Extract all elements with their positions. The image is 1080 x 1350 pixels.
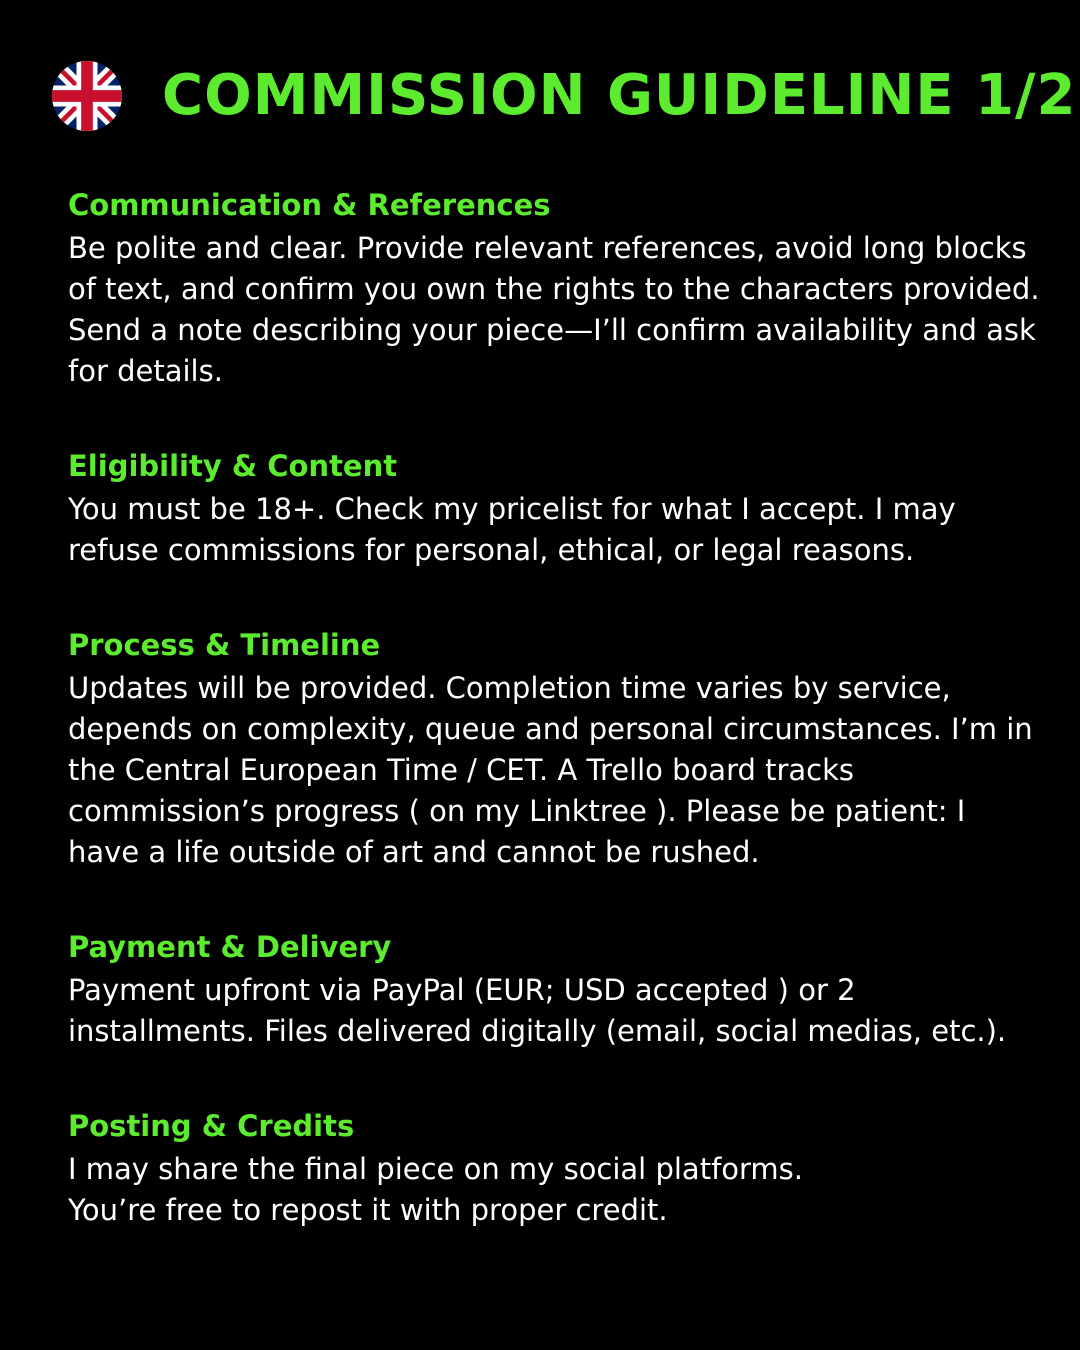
section-heading: Posting & Credits <box>68 1109 355 1143</box>
section-payment <box>68 924 1043 1052</box>
section-posting <box>68 1103 1043 1231</box>
section-heading: Communication & References <box>68 188 551 222</box>
section-eligibility <box>68 443 1043 571</box>
page-header <box>52 58 1077 134</box>
guideline-content <box>68 182 1043 1231</box>
section-heading: Process & Timeline <box>68 628 381 662</box>
uk-flag-icon <box>52 61 122 131</box>
section-heading: Eligibility & Content <box>68 449 398 483</box>
section-body: I may share the final piece on my social platforms. You’re free to repost it with proper credit. <box>68 1152 804 1227</box>
section-heading: Payment & Delivery <box>68 930 392 964</box>
section-body: Be polite and clear. Provide relevant references, avoid long blocks of text, and confirm you own the rights to the characters provided. Send a note describing your piece—I’ll confirm availability and ask for details. <box>68 231 1040 388</box>
section-process <box>68 622 1043 873</box>
section-body: Payment upfront via PayPal (EUR; USD accepted ) or 2 installments. Files delivered digitally (email, social medias, etc.). <box>68 973 1007 1048</box>
section-communication <box>68 182 1043 392</box>
section-body: Updates will be provided. Completion time varies by service, depends on complexity, queue and personal circumstances. I’m in the Central European Time / CET. A Trello board tracks commission’s progress ( on my Linktree ). Please be patient: I have a life outside of art and cannot be rushed. <box>68 671 1033 869</box>
section-body: You must be 18+. Check my pricelist for what I accept. I may refuse commissions for personal, ethical, or legal reasons. <box>68 492 956 567</box>
page-title: COMMISSION GUIDELINE 1/2 <box>162 63 1077 128</box>
